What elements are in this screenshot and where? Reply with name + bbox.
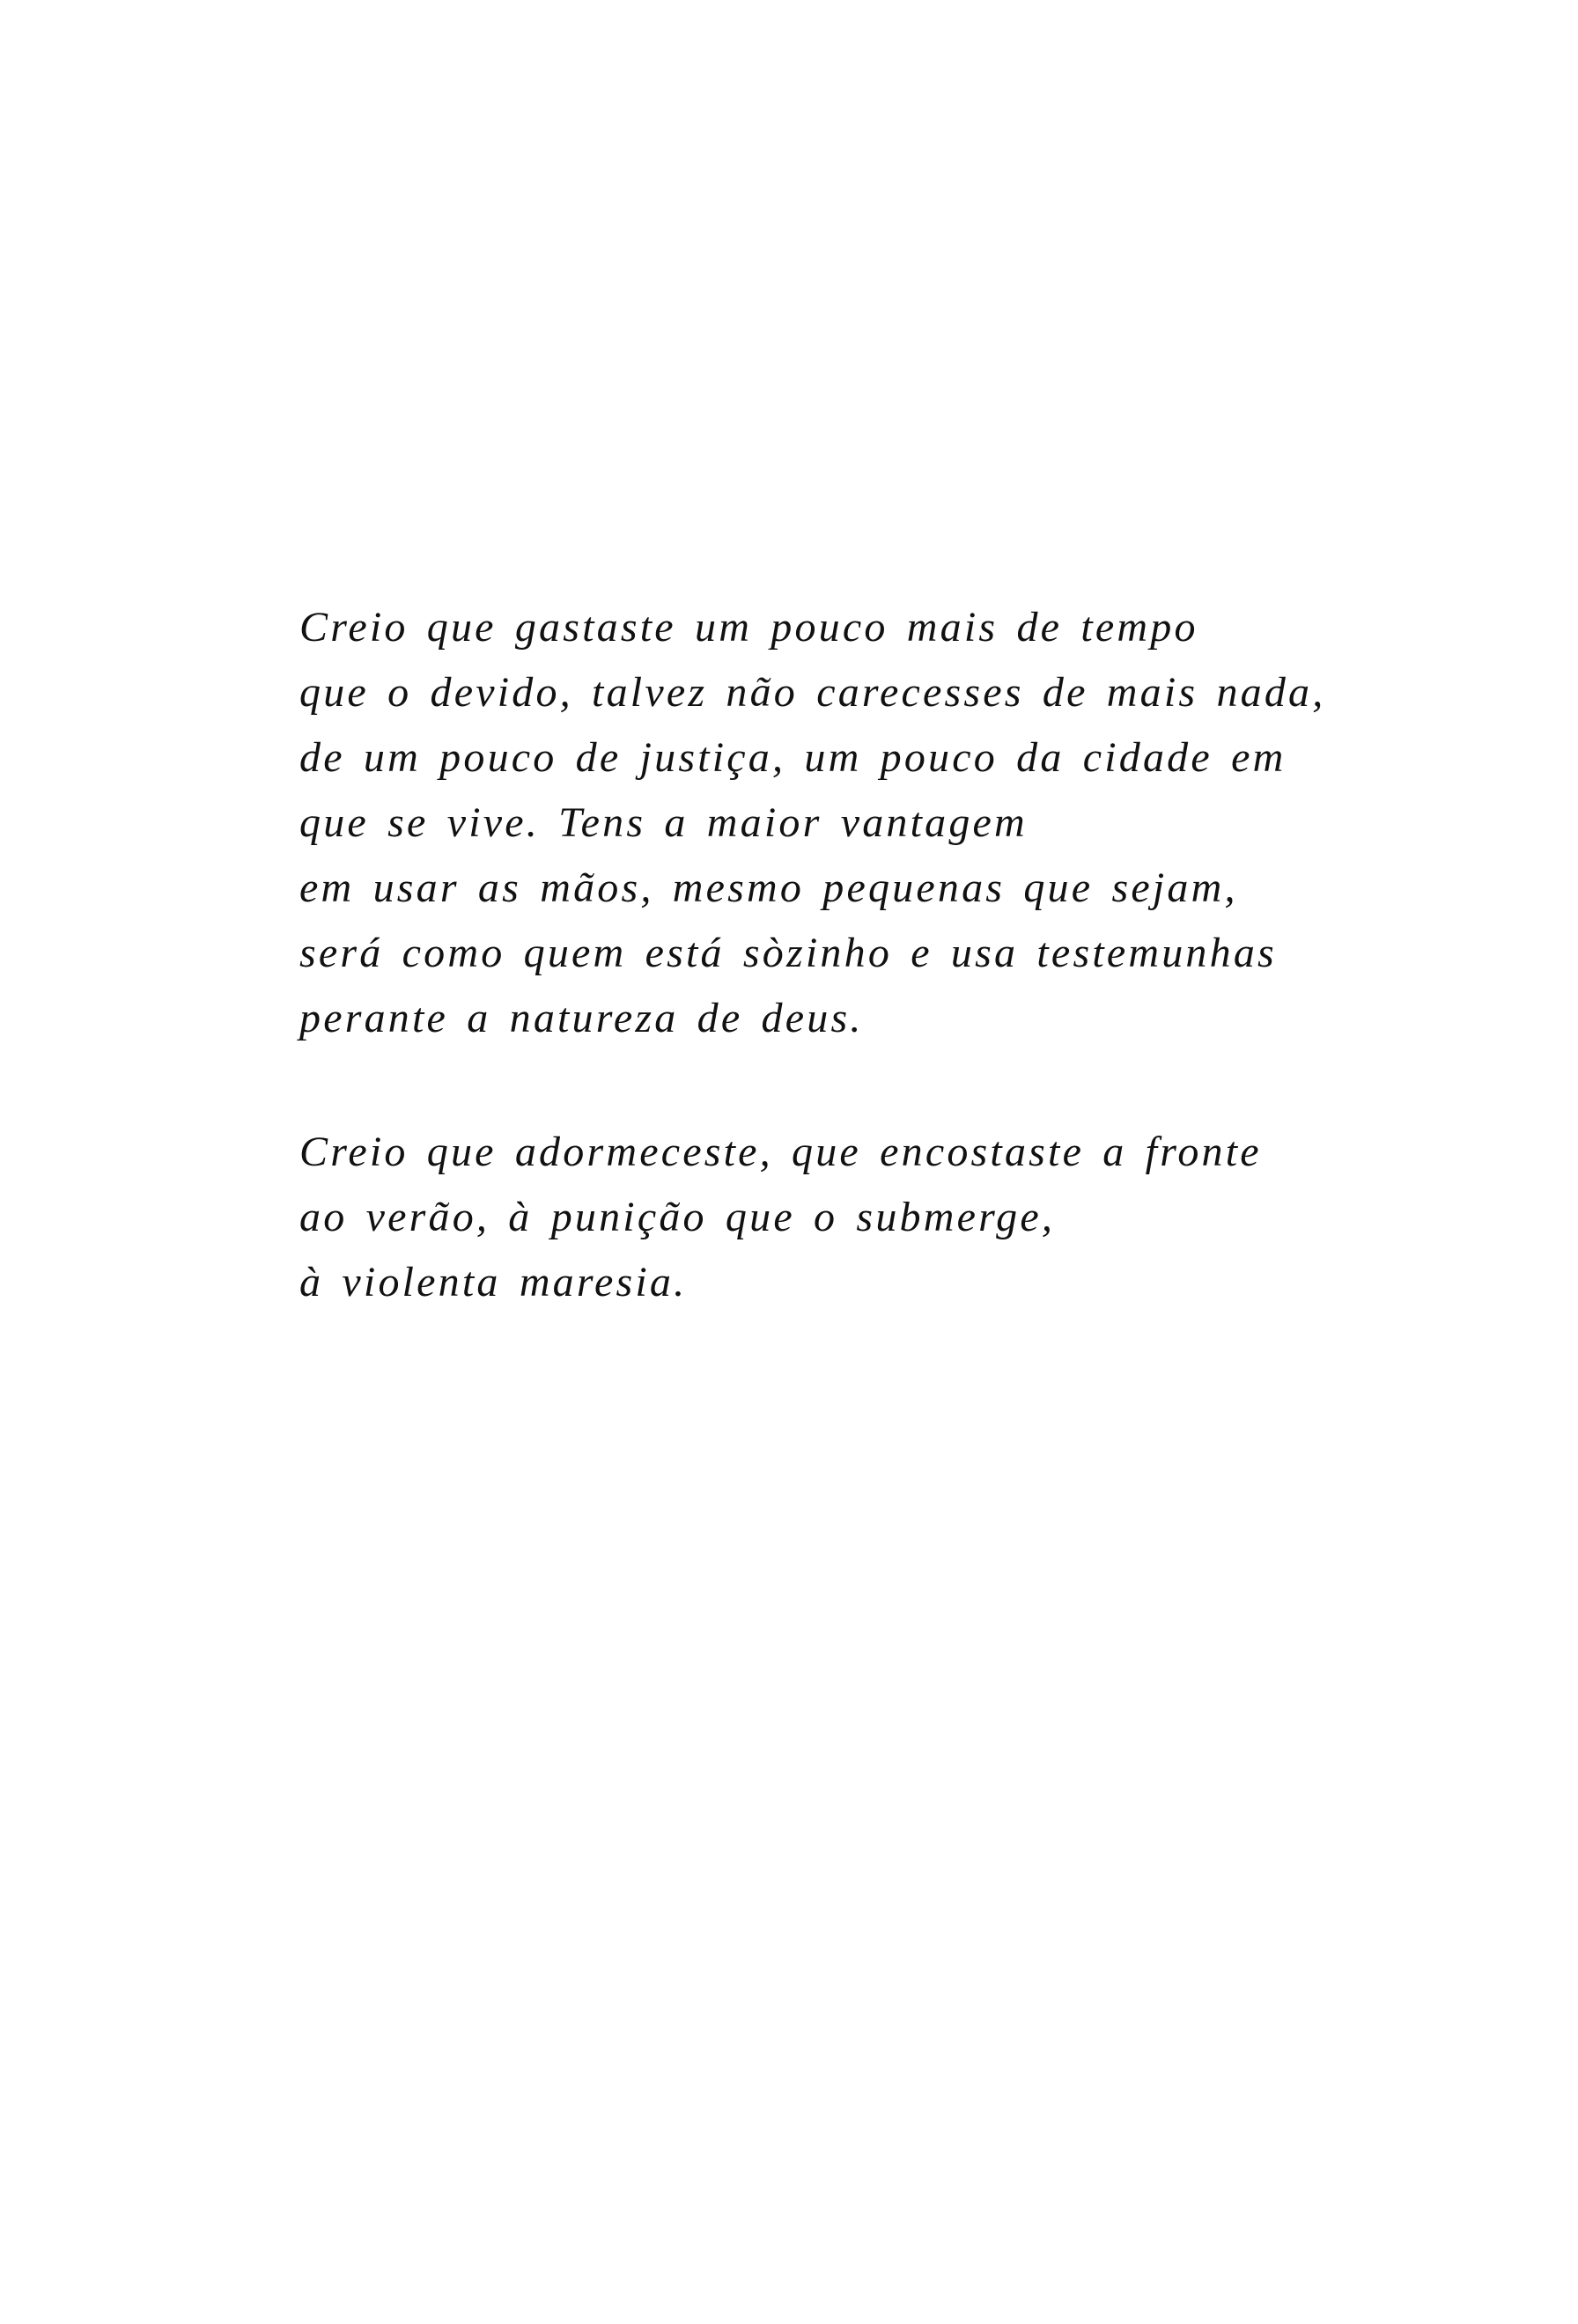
poem-line: que o devido, talvez não carecesses de mais nada, — [299, 669, 1326, 716]
poem-line: perante a natureza de deus. — [299, 995, 864, 1041]
poem-line: Creio que gastaste um pouco mais de tempo — [299, 604, 1198, 651]
poem-line: será como quem está sòzinho e usa testemunhas — [299, 930, 1277, 976]
poem-line: que se vive. Tens a maior vantagem — [299, 799, 1028, 846]
poem-line: à violenta maresia. — [299, 1259, 688, 1305]
poem-line: de um pouco de justiça, um pouco da cidade em — [299, 734, 1287, 781]
poem-stanza-1 — [299, 595, 1444, 1051]
poem — [299, 595, 1444, 1315]
poem-line: em usar as mãos, mesmo pequenas que sejam, — [299, 864, 1238, 911]
poem-line: Creio que adormeceste, que encostaste a fronte — [299, 1129, 1262, 1175]
poem-stanza-2 — [299, 1120, 1444, 1315]
poem-line: ao verão, à punição que o submerge, — [299, 1194, 1056, 1240]
